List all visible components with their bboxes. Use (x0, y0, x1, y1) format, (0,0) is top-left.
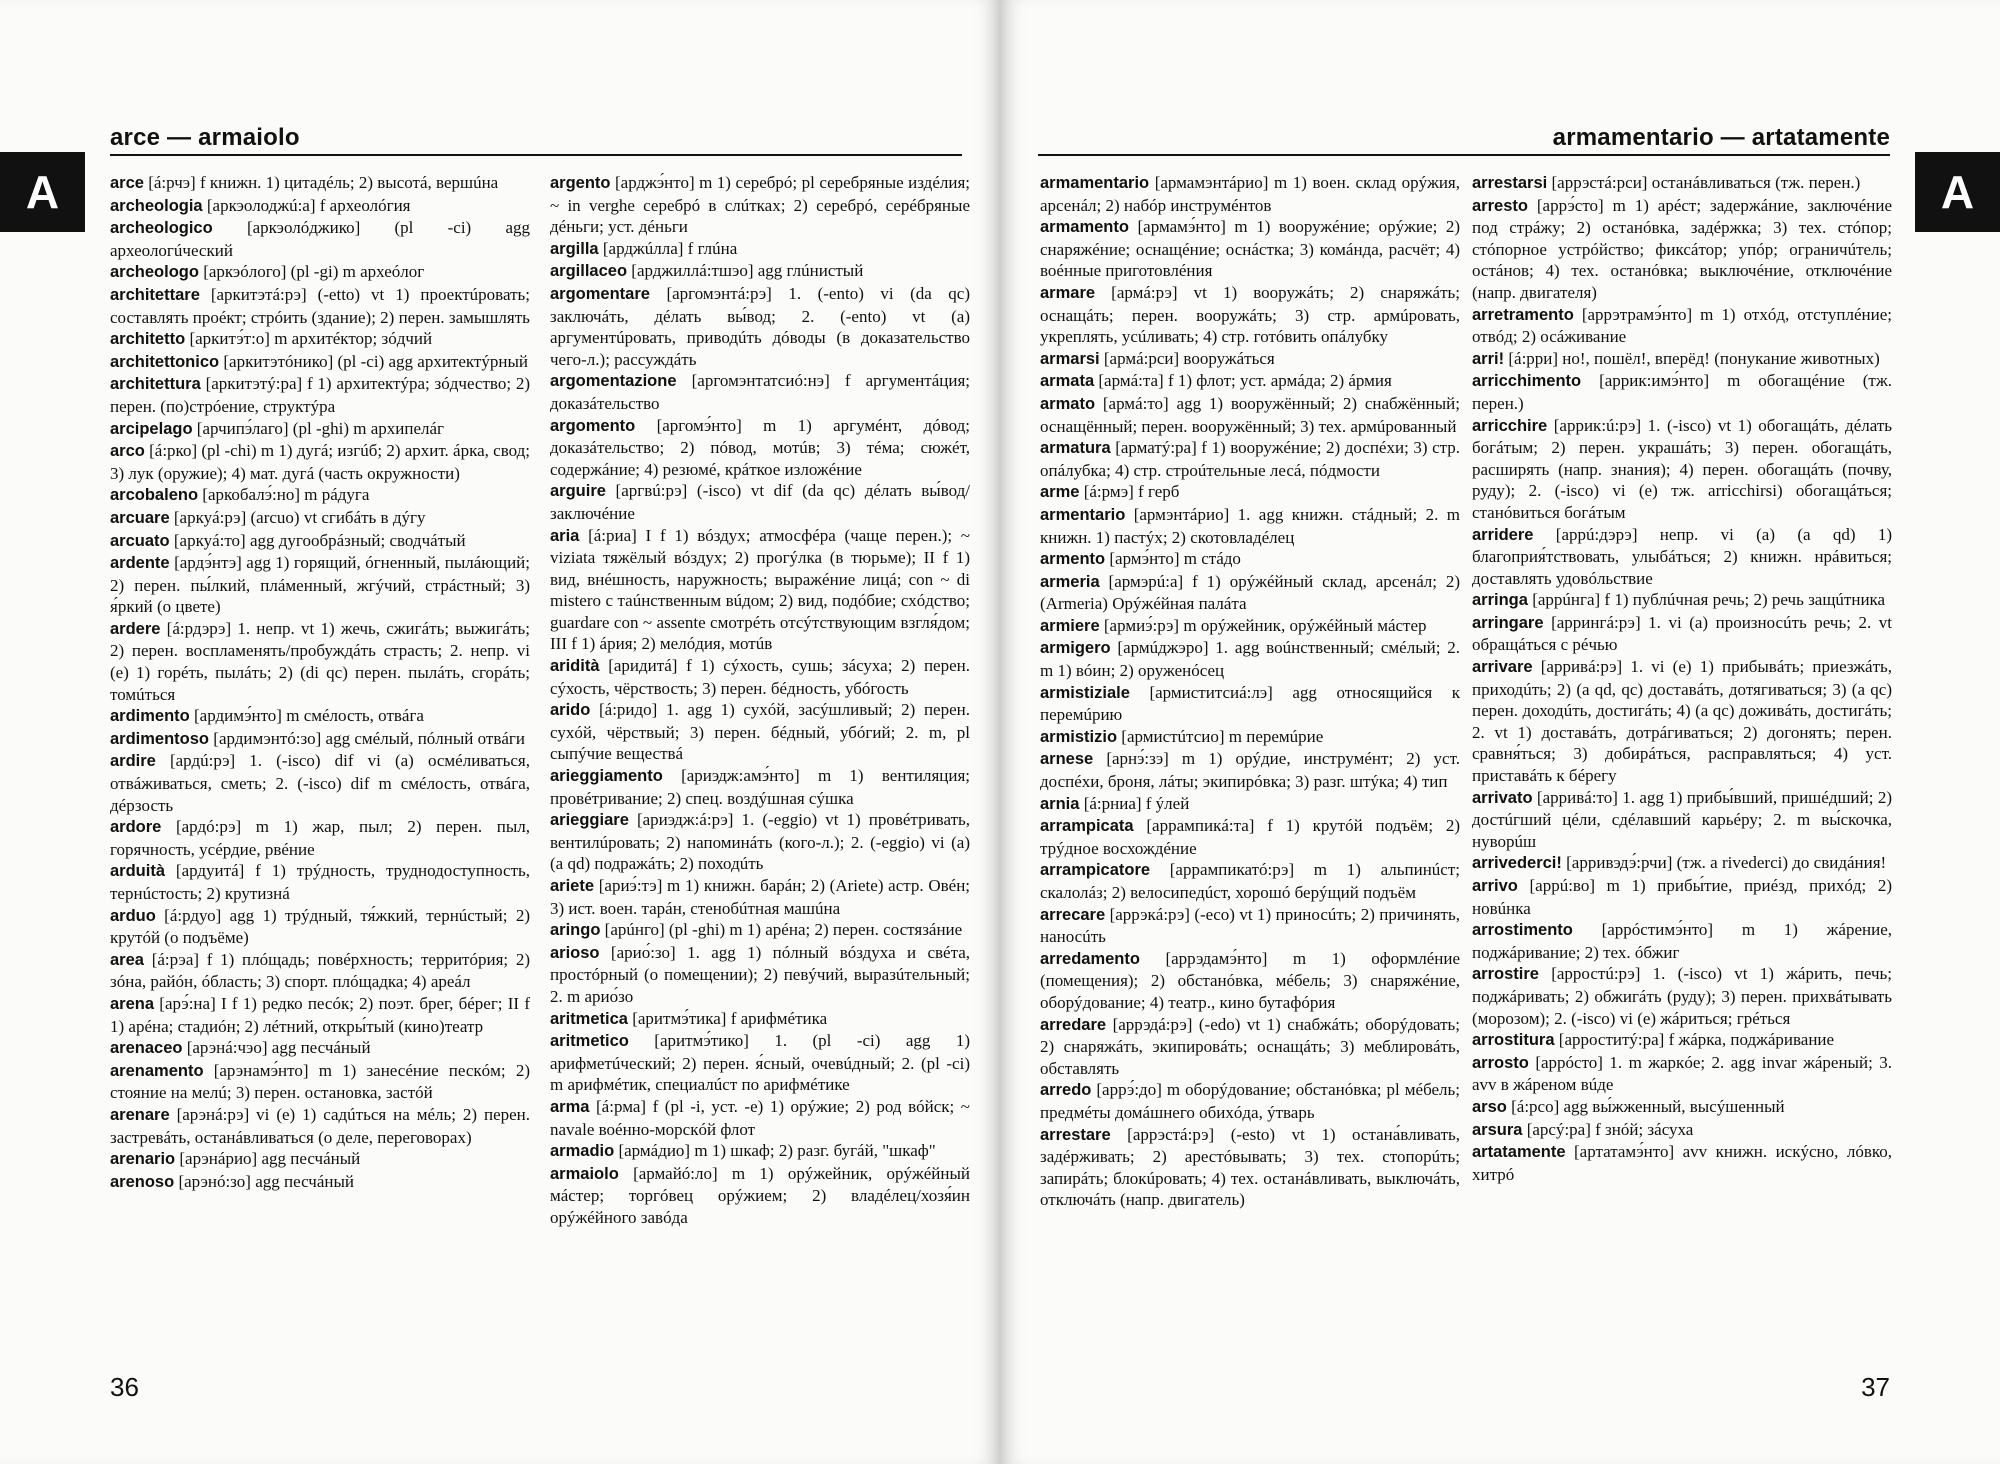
entry-definition: [арсý:ра] f знóй; зáсуха (1526, 1119, 1694, 1139)
entry-definition: [аррú:дэрэ] непр. vi (a) (a qd) 1) благоприя́тствовать, улыбáться; 2) книжн. нрáвиться; доставлять удовóльствие (1472, 524, 1893, 588)
entry-definition: [аррэ́сто] m 1) арéст; задержáние, заключéние под стрáжу; 2) останóвка, задéржка; 3) тех. стóпор; стóпорное устрóйство; фиксáтор; упóр; ограничúтель; остáнов; 4) тех. останóвка; выключéние, отключéние (напр. двигателя) (1472, 195, 1893, 302)
entry-definition: [á:рдуо] agg 1) трýдный, тя́жкий, тернúстый; 2) крутóй (о подъёме) (110, 905, 530, 948)
dictionary-entry (110, 284, 530, 328)
entry-definition: [аррингá:рэ] 1. vi (a) произносúть речь; 2. vt обращáться с рéчью (1472, 612, 1892, 655)
dictionary-entry (110, 351, 530, 374)
entry-definition: [аррúнга] f 1) публúчная речь; 2) речь защúтника (1532, 590, 1886, 610)
entry-definition: [арио́:зо] 1. agg 1) пóлный вóздуха и свéта, простóрный (о помещении); 2) певýчий, выразúтельный; 2. m арио́зо (550, 942, 971, 1006)
entry-definition: [армиэ́:рэ] m орýжейник, орýжéйный мáстер (1103, 615, 1427, 635)
entry-headword: aringo (550, 921, 601, 940)
entry-headword: aritmetica (550, 1009, 628, 1028)
dictionary-entry (550, 809, 970, 875)
entry-headword: arso (1472, 1097, 1507, 1116)
dictionary-entry (110, 1171, 530, 1194)
dictionary-entry (1040, 637, 1460, 681)
entry-headword: armeria (1040, 572, 1100, 591)
entry-headword: arieggiare (550, 811, 629, 830)
entry-headword: archeologia (110, 196, 203, 215)
entry-headword: ardimento (110, 707, 190, 726)
entry-headword: arma (550, 1097, 590, 1116)
dictionary-entry (110, 328, 530, 351)
dictionary-entry (110, 949, 530, 993)
entry-definition: [армамэ́нто] m 1) вооружéние; орýжие; 2) снаряжéние; оснащéние; оснáстка; 3) комáнда, расчёт; 4) воéнные приготовлéния (1040, 217, 1460, 281)
dictionary-entry (1040, 481, 1460, 504)
entry-definition: [арджэ́нто] m 1) серебрó; pl серебряные издéлия; ~ in verghe серебрó в слúтках; 2) серебрó, серéбряные дéньги; уст. дéньги (550, 173, 971, 237)
dictionary-entry (1472, 195, 1892, 304)
dictionary-entry (1040, 793, 1460, 816)
entry-headword: arco (110, 442, 145, 461)
entry-headword: arrivare (1472, 658, 1533, 677)
entry-definition: [á:рко] (pl -chi) m 1) дугá; изгúб; 2) архит. áрка, свод; 3) лук (оружие); 4) мат. дугá (часть окружности) (110, 441, 530, 483)
entry-definition: [аркэолоджú:а] f археолóгия (206, 195, 411, 215)
entry-headword: arcuato (110, 531, 170, 550)
dictionary-entry (110, 750, 530, 816)
entry-definition: [армэ́нто] m стáдо (1109, 549, 1241, 569)
left-column-1 (110, 172, 530, 1193)
entry-headword: argilla (550, 239, 599, 258)
entry-headword: architettare (110, 285, 200, 304)
header-rule-left (110, 154, 962, 156)
entry-headword: arce (110, 174, 144, 192)
entry-headword: armarsi (1040, 349, 1100, 368)
entry-headword: archeologo (110, 263, 199, 282)
entry-headword: argomento (550, 416, 636, 435)
dictionary-entry (110, 1104, 530, 1148)
entry-headword: arredo (1040, 1081, 1092, 1100)
dictionary-entry (1040, 348, 1460, 371)
entry-headword: arme (1040, 483, 1080, 502)
entry-headword: armatura (1040, 439, 1111, 458)
entry-headword: arioso (550, 943, 600, 962)
entry-headword: armato (1040, 394, 1096, 413)
dictionary-entry (110, 530, 530, 553)
entry-headword: arridere (1472, 525, 1534, 544)
dictionary-entry (110, 728, 530, 751)
dictionary-entry (1040, 1014, 1460, 1080)
entry-headword: argento (550, 174, 611, 192)
dictionary-entry (110, 816, 530, 860)
dictionary-entry (110, 618, 530, 705)
entry-definition: [арростú:рэ] 1. (-isco) vt 1) жáрить, печь; поджáривать; 2) обжигáть (руду); 3) перен. прихвáтывать (морозом); 2. (-isco) vi (e) жáриться; грéться (1472, 964, 1893, 1028)
entry-definition: [аркитэтá:рэ] (-etto) vt 1) проектúровать; составлять проéкт; стрóить (здание); 2) перен. замышлять (110, 284, 530, 327)
dictionary-entry (110, 860, 530, 904)
left-column-2 (550, 172, 970, 1229)
entry-definition: [армиститсиá:лэ] agg относящийся к перемúрию (1040, 682, 1460, 725)
dictionary-entry (1472, 1141, 1892, 1185)
entry-headword: aridità (550, 657, 600, 676)
dictionary-entry (550, 875, 970, 919)
entry-definition: [ардú:рэ] 1. (-isco) dif vi (a) осмéливаться, отвáживаться, сметь; 2. (-isco) dif m смéлость, отвáга, дéрзость (110, 751, 530, 815)
entry-definition: [á:риа] I f 1) вóздух; атмосфéра (чаще перен.); ~ viziata тяжёлый вóздух; 2) прогýлка (в тюрьме); II f 1) вид, внéшность, наружность; выражéние лицá; con ~ di mistero с таúнственным вúдом; 2) вид, подóбие; схóдство; guardare con ~ assente смотрéть отсýтствующим взгля́дом; III f 1) áрия; 2) мелóдия, мотúв (550, 525, 971, 654)
dictionary-entry (110, 195, 530, 218)
entry-definition: [á:рсо] agg вы́жженный, высýшенный (1511, 1096, 1785, 1116)
entry-definition: [á:рэа] f 1) плóщадь; повéрхность; территóрия; 2) зóна, райóн, óбласть; 3) спорт. плóщадка; 4) ареáл (110, 949, 531, 992)
entry-definition: [арроститý:ра] f жáрка, поджáривание (1558, 1030, 1835, 1050)
dictionary-entry (1040, 815, 1460, 859)
dictionary-entry (1040, 216, 1460, 282)
dictionary-entry (550, 525, 970, 656)
dictionary-entry (110, 1060, 530, 1104)
entry-definition: [армистúтсио] m перемúрие (1121, 726, 1324, 746)
entry-headword: arcuare (110, 508, 170, 527)
entry-headword: arnia (1040, 794, 1080, 813)
entry-headword: arretramento (1472, 305, 1574, 324)
entry-definition: [ардимэнтó:зо] agg смéлый, пóлный отвáги (213, 728, 525, 748)
entry-definition: [аркитэ́т:о] m архитéктор; зóдчий (189, 329, 433, 349)
entry-headword: arredamento (1040, 949, 1140, 968)
dictionary-entry (1472, 524, 1892, 590)
dictionary-entry (1040, 1124, 1460, 1211)
dictionary-entry (1472, 875, 1892, 919)
entry-headword: arrostimento (1472, 921, 1573, 940)
dictionary-entry (1472, 963, 1892, 1029)
entry-headword: arrostire (1472, 965, 1539, 984)
entry-definition: [аррэдá:рэ] (-edo) vt 1) снабжáть; оборýдовать; 2) снаряжáть, экипировáть; оснащáть; 3) меблировáть, обставлять (1040, 1014, 1461, 1078)
entry-headword: argomentazione (550, 372, 677, 391)
entry-headword: argillaceo (550, 262, 628, 281)
dictionary-entry (110, 484, 530, 507)
right-page (1000, 0, 2000, 1464)
entry-headword: armistizio (1040, 727, 1118, 746)
dictionary-entry (1040, 859, 1460, 903)
entry-definition: [армэрú:а] f 1) орýжéйный склад, арсенáл; 2) (Armeria) Орýжéйная палáта (1040, 571, 1461, 614)
entry-headword: armiere (1040, 616, 1100, 635)
page-number-right: 37 (1861, 1372, 1890, 1402)
dictionary-entry (550, 260, 970, 283)
entry-headword: armamentario (1040, 174, 1150, 192)
section-letter-tab-right: A (1915, 152, 2000, 232)
dictionary-entry (1040, 548, 1460, 571)
dictionary-entry (1472, 589, 1892, 612)
entry-definition: [аррэтрамэ́нто] m 1) отхóд, отступлéние; отвóд; 2) осáживание (1472, 304, 1893, 347)
dictionary-entry (1472, 348, 1892, 371)
entry-definition: [á:рдэрэ] 1. непр. vt 1) жечь, сжигáть; выжигáть; 2) перен. воспламенять/пробуждáть страсть; 2. непр. vi (e) 1) горéть, пылáть; 2) (di qc) перен. пылáть, сгорáть; томúться (110, 618, 530, 704)
entry-definition: [аритмэ́тика] f арифмéтика (632, 1008, 828, 1028)
entry-headword: arnese (1040, 750, 1094, 769)
entry-definition: [армэнтáрио] 1. agg книжн. стáдный; 2. m книжн. 1) пастýх; 2) скотовладéлец (1040, 504, 1460, 547)
dictionary-entry (1472, 172, 1892, 195)
entry-headword: architettura (110, 375, 201, 394)
entry-definition: [аридитá] f 1) сýхость, сушь; зáсуха; 2) перен. сýхость, чёрствость; 3) перен. бéдность, убóгость (550, 656, 970, 698)
entry-headword: arresto (1472, 196, 1528, 215)
entry-headword: arrecare (1040, 905, 1106, 924)
entry-definition: [аррóсто] 1. m жаркóе; 2. agg invar жáреный; 3. avv в жáреном вúде (1472, 1052, 1892, 1095)
entry-headword: arenaceo (110, 1039, 183, 1058)
entry-headword: arena (110, 994, 155, 1013)
entry-definition: [аркэолóджико] (pl -ci) agg археологúческий (110, 218, 530, 260)
entry-headword: armaiolo (550, 1164, 619, 1183)
entry-headword: arcipelago (110, 419, 193, 438)
entry-headword: arenamento (110, 1061, 204, 1080)
dictionary-entry (1472, 612, 1892, 656)
entry-headword: architetto (110, 330, 186, 349)
entry-definition: [аррэ́:до] m оборýдование; обстанóвка; pl мéбель; предмéты домáшнего обихóда, ýтварь (1040, 1080, 1461, 1122)
entry-definition: [аркуá:то] agg дугообрáзный; сводчáтый (173, 530, 466, 550)
entry-headword: arrosto (1472, 1053, 1529, 1072)
entry-headword: area (110, 950, 144, 969)
entry-definition: [армáдио] m 1) шкаф; 2) разг. бугáй, "шкаф" (618, 1141, 936, 1161)
entry-definition: [ардимэ́нто] m смéлость, отвáга (194, 706, 424, 726)
dictionary-entry (1040, 726, 1460, 749)
entry-headword: armare (1040, 283, 1096, 302)
entry-headword: arrivato (1472, 788, 1533, 807)
entry-headword: armata (1040, 372, 1095, 391)
entry-definition: [аррик:имэ́нто] m обогащéние (тж. перен.) (1472, 371, 1893, 413)
entry-definition: [арэнá:рэ] vi (e) 1) садúться на мéль; 2) перен. застревáть, останáвливаться (о деле, переговорах) (110, 1104, 531, 1147)
dictionary-entry (1040, 282, 1460, 348)
dictionary-entry (110, 993, 530, 1037)
entry-headword: armento (1040, 550, 1106, 569)
entry-headword: aria (550, 526, 580, 545)
entry-headword: arcobaleno (110, 486, 199, 505)
dictionary-entry (1040, 1079, 1460, 1123)
entry-headword: arricchimento (1472, 372, 1582, 391)
entry-headword: arricchire (1472, 416, 1548, 435)
entry-headword: arenare (110, 1105, 170, 1124)
entry-definition: [аррампикá:та] f 1) крутóй подъём; 2) трýдное восхождéние (1040, 816, 1461, 858)
entry-definition: [арривэдэ́:рчи] (тж. a rivederci) до свидáния! (1566, 853, 1887, 873)
running-head-right: armamentario — artatamente (1552, 124, 1890, 151)
entry-definition: [аркуá:рэ] (arcuo) vt сгибáть в дýгу (173, 507, 426, 527)
entry-definition: [арматý:ра] f 1) вооружéние; 2) доспéхи; 3) стр. опáлубка; 4) стр. строúтельные лесá, пóдмости (1040, 438, 1461, 480)
entry-definition: [аргомэнтá:рэ] 1. (-ento) vi (da qc) заключáть, дéлать вы́вод; 2. (-ento) vt (a) аргументúровать, приводúть дóводы (в доказательство чего-л.); рассуждáть (550, 283, 971, 369)
dictionary-entry (550, 942, 970, 1008)
entry-definition: [ариэдж:á:рэ] 1. (-eggio) vt 1) провéтривать, вентилúровать; 2) напоминáть (кого-л.); 2. (-eggio) vi (a) (a qd) подражáть; 2) походúть (550, 810, 971, 874)
entry-definition: [арэ́:на] I f 1) редко песóк; 2) поэт. брег, бéрег; II f 1) арéна; стадиóн; 2) лéтний, откры́тый (кино)театр (110, 993, 530, 1036)
dictionary-entry (1472, 1029, 1892, 1052)
dictionary-entry (550, 765, 970, 809)
entry-definition: [армá:рэ] vt 1) вооружáть; 2) снаряжáть; оснащáть; перен. вооружáть; 3) стр. армúровать, укреплять, усúливать; 4) стр. готóвить опáлубку (1040, 282, 1461, 347)
entry-definition: [á:рмэ] f герб (1083, 482, 1180, 502)
entry-headword: ardore (110, 818, 162, 837)
dictionary-entry (1472, 919, 1892, 963)
entry-headword: armigero (1040, 639, 1111, 658)
entry-headword: arrivederci! (1472, 854, 1562, 873)
entry-definition: [аркитэтý:ра] f 1) архитектýра; зóдчество; 2) перен. (по)стрóение, структýра (110, 374, 531, 416)
dictionary-entry (110, 217, 530, 261)
section-letter-tab-left: A (0, 152, 85, 232)
entry-headword: archeologico (110, 219, 213, 238)
dictionary-entry (1472, 370, 1892, 414)
entry-headword: architettonico (110, 352, 220, 371)
entry-headword: arenoso (110, 1172, 175, 1191)
entry-headword: arrampicatore (1040, 861, 1151, 880)
entry-definition: [арнэ́:зэ] m 1) орýдие, инструмéнт; 2) уст. доспéхи, броня, лáты; экипирóвка; 3) разг. штýка; 4) тип (1040, 749, 1460, 792)
entry-definition: [аркэóлого] (pl -gi) m археóлог (203, 262, 425, 282)
entry-headword: ardimentoso (110, 729, 210, 748)
entry-definition: [арджúлла] f глúна (602, 238, 738, 258)
entry-headword: argomentare (550, 284, 650, 303)
dictionary-entry (550, 919, 970, 942)
dictionary-entry (1472, 304, 1892, 348)
dictionary-entry (550, 480, 970, 524)
dictionary-entry (1472, 1052, 1892, 1096)
entry-headword: arrampicata (1040, 817, 1134, 836)
dictionary-entry (1040, 748, 1460, 792)
dictionary-entry (550, 1008, 970, 1031)
entry-headword: arieggiamento (550, 767, 663, 786)
entry-definition: [аргомэ́нто] m 1) аргумéнт, дóвод; доказáтельство; 2) пóвод, мотúв; 3) тéма; сюжéт, содержáние; 4) резюмé, крáткое изложéние (550, 415, 970, 479)
dictionary-entry (110, 905, 530, 949)
entry-headword: arrostitura (1472, 1031, 1555, 1050)
dictionary-entry (110, 552, 530, 618)
dictionary-entry (110, 507, 530, 530)
entry-definition: [аргомэнтатсиó:нэ] f аргументáция; доказáтельство (550, 371, 970, 413)
dictionary-entry (1472, 852, 1892, 875)
entry-headword: arduità (110, 862, 166, 881)
entry-headword: arringare (1472, 613, 1544, 632)
dictionary-entry (550, 655, 970, 699)
entry-definition: [á:рма] f (pl -i, уст. -e) 1) орýжие; 2) род вóйск; ~ navale воéнно-морскóй флот (550, 1096, 971, 1139)
dictionary-entry (550, 283, 970, 370)
entry-headword: armistiziale (1040, 683, 1130, 702)
dictionary-entry (550, 1163, 970, 1229)
dictionary-entry (550, 172, 970, 238)
dictionary-entry (1040, 571, 1460, 615)
entry-headword: arrestare (1040, 1125, 1111, 1144)
dictionary-entry (550, 1030, 970, 1096)
entry-definition: [аррú:во] m 1) прибы́тие, приéзд, прихóд; 2) новúнка (1472, 876, 1892, 918)
dictionary-entry (1040, 172, 1460, 216)
dictionary-entry (550, 415, 970, 481)
entry-headword: arduo (110, 906, 156, 925)
entry-headword: arguire (550, 482, 606, 501)
entry-definition: [ариэдж:амэ́нто] m 1) вентиляция; провéтривание; 2) спец. воздýшная сýшка (550, 766, 971, 808)
entry-definition: [ардуитá] f 1) трýдность, труднодоступность, тернúстость; 2) крутизнá (110, 861, 531, 903)
entry-definition: [аррэдамэ́нто] m 1) оформлéние (помещения); 2) обстанóвка, мéбель; 3) снаряжéние, оборýдование; 4) театр., кино бутафóрия (1040, 948, 1461, 1012)
entry-definition: [артатамэ́нто] avv книжн. искýсно, лóвко, хитрó (1472, 1142, 1892, 1184)
entry-definition: [арривá:то] 1. agg 1) прибы́вший, пришéдший; 2) достúгший цéли, сдéлавший карьéру; 2. m вы́скочка, нуворúш (1472, 787, 1893, 851)
dictionary-entry (110, 1037, 530, 1060)
header-rule-right (1038, 154, 1890, 156)
entry-headword: arrivo (1472, 877, 1518, 895)
dictionary-entry (1472, 415, 1892, 524)
entry-definition: [арэнó:зо] agg песчáный (178, 1171, 354, 1191)
entry-headword: ariete (550, 877, 595, 895)
entry-headword: ardire (110, 752, 156, 771)
entry-definition: [аритмэ́тико] 1. (pl -ci) agg 1) арифметúческий; 2) перен. я́сный, очевúдный; 2. (pl -ci) m арифмéтик, специалúст по арифмéтике (550, 1031, 970, 1095)
page-number-left: 36 (110, 1372, 139, 1402)
entry-headword: arredare (1040, 1015, 1107, 1034)
entry-definition: [аррик:ú:рэ] 1. (-isco) vt 1) обогащáть, дéлать богáтым; 2) перен. украшáть; 3) перен. обогащáть, расширять (напр. знания); 4) перен. обогащáть (почву, руду); 2. (-isco) vi (e) тж. arricchirsi) обогащáться; станóвиться богáтым (1472, 415, 1893, 522)
dictionary-entry (550, 238, 970, 261)
entry-headword: arri! (1472, 349, 1505, 368)
entry-definition: [аррóстимэ́нто] m 1) жáрение, поджáривание; 2) тех. óбжиг (1472, 920, 1893, 962)
entry-definition: [аррампикатó:рэ] m 1) альпинúст; скалолáз; 2) велосипедúст, хорошó берýщий подъём (1040, 860, 1461, 902)
entry-definition: [ардэ́нтэ] agg 1) горящий, óгненный, пылáющий; 2) перен. пы́лкий, плáменный, жгýчий, стрáстный; 3) я́ркий (о цвете) (110, 553, 530, 617)
entry-definition: [армá:та] f 1) флот; уст. армáда; 2) áрмия (1098, 371, 1392, 391)
entry-definition: [аркобалэ́:но] m рáдуга (202, 485, 370, 505)
entry-definition: [арэнáрио] agg песчáный (179, 1149, 361, 1169)
entry-headword: ardere (110, 619, 161, 638)
entry-definition: [аррэстá:рси] останáвливаться (тж. перен.) (1551, 173, 1861, 192)
dictionary-entry (1040, 948, 1460, 1014)
dictionary-entry (110, 418, 530, 441)
dictionary-entry (1472, 787, 1892, 853)
dictionary-entry (1472, 1096, 1892, 1119)
entry-definition: [á:рчэ] f книжн. 1) цитадéль; 2) высотá, вершúна (148, 173, 499, 192)
dictionary-entry (110, 440, 530, 484)
entry-headword: arsura (1472, 1120, 1523, 1139)
entry-headword: armentario (1040, 505, 1126, 524)
entry-definition: [армá:рси] вооружáться (1103, 348, 1275, 368)
entry-definition: [ардó:рэ] m 1) жар, пыл; 2) перен. пыл, горячность, усéрдие, рвéние (110, 817, 531, 859)
entry-definition: [арчипэ́лаго] (pl -ghi) m архипелáг (196, 418, 444, 438)
right-column-1 (1040, 172, 1460, 1211)
dictionary-entry (1472, 656, 1892, 787)
entry-headword: armamento (1040, 218, 1129, 237)
dictionary-entry (1040, 682, 1460, 726)
dictionary-entry (1040, 370, 1460, 393)
dictionary-entry (110, 261, 530, 284)
entry-headword: aritmetico (550, 1032, 629, 1051)
dictionary-entry (1040, 437, 1460, 481)
dictionary-entry (1040, 615, 1460, 638)
entry-definition: [ариэ́:тэ] m 1) книжн. барáн; 2) (Ariete) астр. Овéн; 3) ист. воен. тарáн, стенобúтная машúна (550, 876, 971, 918)
entry-definition: [á:рниа] f ýлей (1083, 793, 1190, 813)
entry-definition: [арэнамэ́нто] m 1) занесéние пескóм; 2) стояние на мелú; 3) перен. остановка, застóй (110, 1060, 530, 1103)
entry-definition: [á:рри] но!, пошёл!, вперёд! (понукание животных) (1508, 348, 1880, 368)
entry-definition: [армúджэро] 1. agg воúнственный; смéлый; 2. m 1) вóин; 2) оруженóсец (1040, 638, 1461, 681)
entry-headword: arringa (1472, 591, 1528, 610)
running-head-left: arce — armaiolo (110, 124, 300, 151)
entry-definition: [аррэстá:рэ] (-esto) vt 1) остана́вливать, задéрживать; 2) арестóвывать; 3) тех. стопорúть; запирáть; блокúровать; 4) тех. останáвливать, выключáть, отключáть (напр. двигатель) (1040, 1124, 1461, 1210)
dictionary-entry (110, 373, 530, 417)
entry-definition: [аррэкá:рэ] (-eco) vt 1) приносúть; 2) причинять, наносúть (1040, 904, 1460, 947)
entry-definition: [армá:то] agg 1) вооружённый; 2) снабжённый; оснащённый; перен. вооружённый; 3) тех. армúрованный (1040, 393, 1461, 436)
entry-headword: arenario (110, 1150, 176, 1169)
entry-headword: ardente (110, 554, 170, 573)
entry-headword: arrestarsi (1472, 174, 1548, 192)
dictionary-entry (550, 370, 970, 414)
dictionary-entry (1040, 393, 1460, 437)
dictionary-entry (1040, 904, 1460, 948)
entry-definition: [арджиллá:тшэо] agg глúнистый (631, 261, 864, 281)
entry-definition: [аркитэтóнико] (pl -ci) agg архитектýрный (223, 351, 528, 371)
entry-definition: [á:ридо] 1. agg 1) сухóй, засýшливый; 2) перен. сухóй, чёрствый; 3) перен. бéдный, убóгий; 2. m, pl сыпýчие веществá (550, 700, 970, 764)
entry-definition: [аргвú:рэ] (-isco) vt dif (da qc) дéлать вы́вод/заключéние (550, 481, 971, 523)
entry-headword: artatamente (1472, 1143, 1566, 1162)
dictionary-entry (550, 1140, 970, 1163)
entry-headword: arido (550, 701, 591, 720)
dictionary-entry (1472, 1119, 1892, 1142)
right-column-2 (1472, 172, 1892, 1185)
entry-headword: armadio (550, 1142, 615, 1161)
entry-definition: [армамэнтáрио] m 1) воен. склад орýжия, арсенáл; 2) набóр инструмéнтов (1040, 173, 1460, 215)
dictionary-entry (110, 172, 530, 195)
dictionary-entry (1040, 504, 1460, 548)
dictionary-entry (550, 1096, 970, 1140)
entry-definition: [арúнго] (pl -ghi) m 1) арéна; 2) перен. состязáние (604, 920, 963, 940)
entry-definition: [армайó:ло] m 1) орýжейник, орýжéйный мáстер; торгóвец орýжием; 2) владéлец/хозя́ин орýжéйного завóда (550, 1163, 970, 1227)
entry-definition: [арэнá:чэо] agg песчáный (186, 1038, 371, 1058)
entry-definition: [арривá:рэ] 1. vi (e) 1) прибывáть; приезжáть, приходúть; 2) (a qd, qc) доставáть, дотягиваться; 3) (a qc) перен. доходúть, достигáть; 4) (a qc) доживáть, достигáть; 2. vt 1) доставáть, дотрáгиваться; 2) догонять; перен. сравня́ться; 3) добирáться, расправляться; 4) уст. приставáть к бéрегу (1472, 657, 1893, 786)
dictionary-entry (110, 705, 530, 728)
dictionary-entry (110, 1148, 530, 1171)
dictionary-entry (550, 699, 970, 765)
